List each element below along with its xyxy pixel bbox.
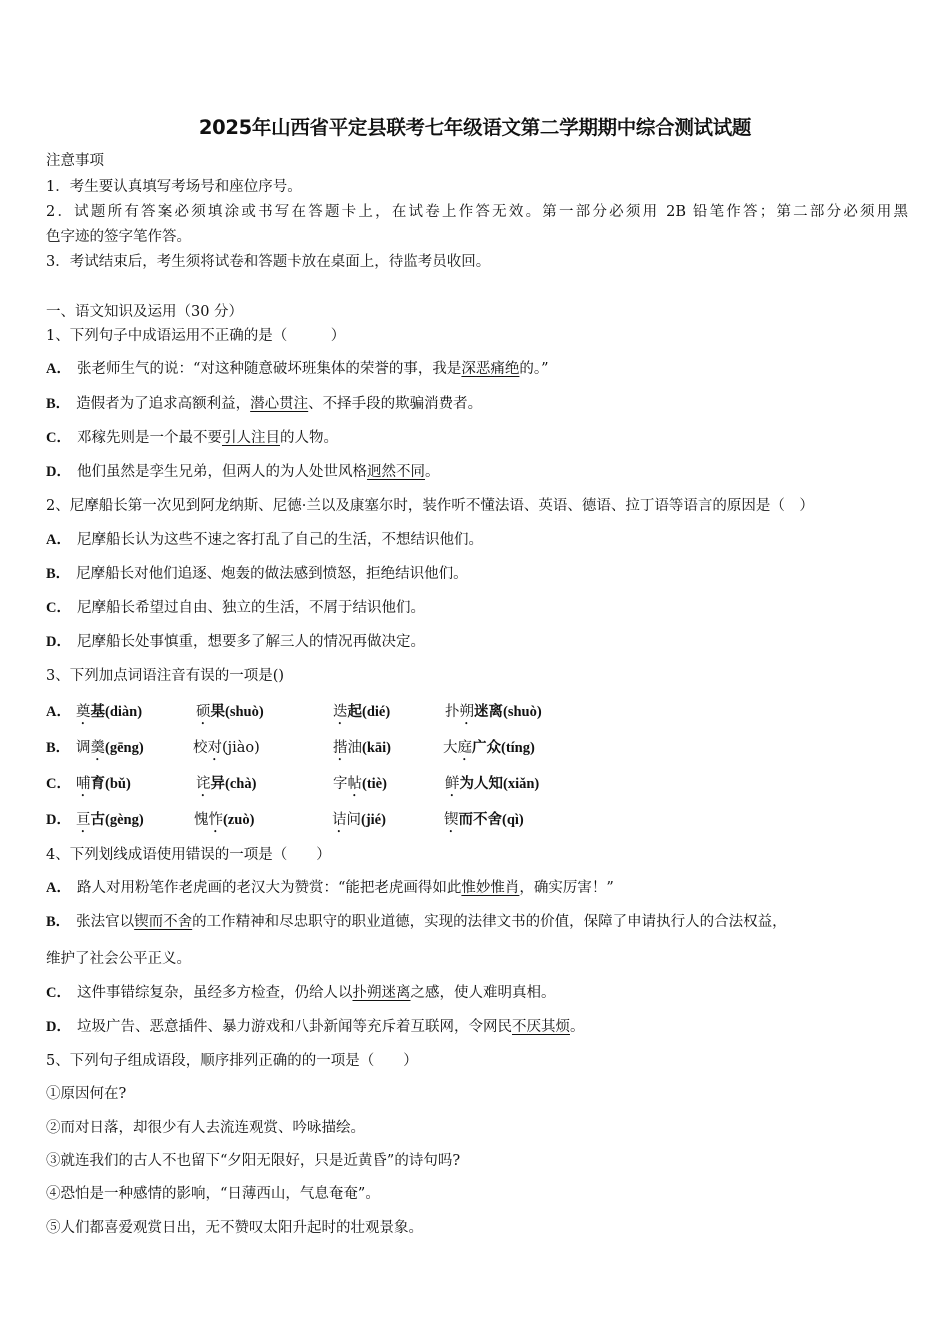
dotted-char: 怍	[208, 812, 223, 828]
question-4-option-a	[46, 879, 614, 897]
plain-char: 油	[347, 740, 362, 756]
underlined-idiom: 惟妙惟肖	[461, 880, 520, 896]
pinyin-text: 古(gèng)	[90, 812, 144, 828]
plain-char: 调	[76, 740, 91, 756]
pinyin-text: 育(bǔ)	[90, 776, 131, 792]
pinyin-text: 广众(tíng)	[472, 740, 535, 756]
option-text: 尼摩船长认为这些不速之客打乱了自己的生活，不想结识他们。	[76, 532, 483, 548]
option-text: 的人物。	[279, 430, 338, 446]
plain-char: 字	[333, 776, 348, 792]
dotted-char: 朔	[459, 704, 474, 720]
pinyin-text: 起(dié)	[347, 704, 391, 720]
pinyin-text: 基(diàn)	[90, 704, 143, 720]
question-2-option-a	[46, 531, 483, 549]
option-label: B．	[46, 740, 71, 756]
underlined-idiom: 迥然不同	[366, 464, 425, 480]
question-1-option-a	[46, 360, 549, 378]
option-text: 张老师生气的说：“对这种随意破坏班集体的荣誉的事，我是	[76, 361, 462, 377]
pinyin-item	[76, 775, 131, 800]
option-label: C．	[46, 600, 71, 616]
pinyin-text: 异(chà)	[210, 776, 257, 792]
dotted-char: 揩	[333, 740, 348, 756]
sentence-5: ⑤人们都喜爱观赏日出，无不赞叹太阳升起时的壮观景象。	[46, 1220, 423, 1236]
underlined-idiom: 潜心贯注	[250, 396, 309, 412]
sentence-1: ①原因何在?	[46, 1086, 127, 1102]
option-label: A．	[46, 361, 71, 377]
question-5-stem: 5、下列句子组成语段，顺序排列正确的的一项是（ ）	[46, 1053, 418, 1069]
pinyin-item	[445, 775, 539, 800]
option-text: 尼摩船长对他们追逐、炮轰的做法感到愤怒，拒绝结识他们。	[76, 566, 468, 582]
question-3-option-d-label	[46, 811, 77, 829]
question-4-option-b	[46, 913, 787, 931]
notice-item-1: 1．考生要认真填写考场号和座位序号。	[46, 179, 302, 195]
question-1-stem: 1、下列句子中成语运用不正确的是（ ）	[46, 328, 346, 344]
dotted-char: 哺	[76, 776, 91, 792]
exam-title: 2025年山西省平定县联考七年级语文第二学期期中综合测试试题	[198, 116, 752, 139]
dotted-char: 锲	[444, 812, 459, 828]
question-3-option-c-label	[46, 775, 77, 793]
option-text: 之感，使人难明真相。	[410, 985, 556, 1001]
pinyin-text: (gēng)	[105, 740, 144, 756]
option-label: A．	[46, 704, 71, 720]
dotted-char: 诧	[196, 776, 211, 792]
sentence-4: ④恐怕是一种感情的影响，“日薄西山，气息奄奄”。	[46, 1186, 380, 1202]
option-text: 尼摩船长处事慎重，想要多了解三人的情况再做决定。	[76, 634, 425, 650]
dotted-char: 诘	[332, 812, 347, 828]
pinyin-item	[76, 703, 142, 728]
question-1-option-c	[46, 429, 338, 447]
dotted-char: 硕	[196, 704, 211, 720]
notice-item-2-line-2: 色字迹的签字笔作答。	[46, 229, 191, 245]
question-2-option-d	[46, 633, 425, 651]
dotted-char: 奠	[76, 704, 91, 720]
pinyin-text: (tiè)	[362, 776, 387, 792]
pinyin-item	[196, 775, 256, 800]
question-1-option-d	[46, 463, 439, 481]
option-text: ，确实厉害！”	[519, 880, 614, 896]
question-1-option-b	[46, 395, 482, 413]
dotted-char: 庭	[457, 740, 472, 756]
option-text: 邓稼先则是一个最不要	[76, 430, 222, 446]
dotted-char: 迭	[333, 704, 348, 720]
underlined-idiom: 深恶痛绝	[461, 361, 520, 377]
pinyin-item	[196, 703, 264, 728]
notice-item-3: 3．考试结束后，考生须将试卷和答题卡放在桌面上，待监考员收回。	[46, 254, 491, 270]
option-label: B．	[46, 566, 71, 582]
underlined-idiom: 不厌其烦	[511, 1019, 570, 1035]
option-label: A．	[46, 880, 71, 896]
dotted-char: 鲜	[445, 776, 460, 792]
question-4-option-c	[46, 984, 555, 1002]
option-label: B．	[46, 396, 71, 412]
option-text: 垃圾广告、恶意插件、暴力游戏和八卦新闻等充斥着互联网，令网民	[76, 1019, 512, 1035]
question-3-option-a-label	[46, 703, 77, 721]
option-text: 张法官以	[76, 914, 135, 930]
pinyin-item	[443, 739, 535, 764]
question-2-option-b	[46, 565, 468, 583]
pinyin-text: (kāi)	[362, 740, 391, 756]
option-text: 造假者为了追求高额利益，	[76, 396, 251, 412]
pinyin-item	[332, 811, 386, 836]
sentence-2: ②而对日落，却很少有人去流连观赏、吟咏描绘。	[46, 1120, 365, 1136]
pinyin-item	[194, 811, 254, 836]
option-label: A．	[46, 532, 71, 548]
option-label: B．	[46, 914, 71, 930]
pinyin-item	[193, 739, 260, 764]
underlined-idiom: 引人注目	[221, 430, 280, 446]
underlined-idiom: 锲而不舍	[134, 914, 193, 930]
plain-char: 校	[193, 740, 208, 756]
question-4-stem: 4、下列划线成语使用错误的一项是（ ）	[46, 847, 331, 863]
option-label: D．	[46, 464, 71, 480]
option-text: 路人对用粉笔作老虎画的老汉大为赞赏：“能把老虎画得如此	[76, 880, 462, 896]
option-text: 这件事错综复杂，虽经多方检查，仍给人以	[76, 985, 353, 1001]
option-text: 尼摩船长希望过自由、独立的生活，不屑于结识他们。	[76, 600, 425, 616]
question-3-stem: 3、下列加点词语注音有误的一项是()	[46, 668, 285, 684]
notice-heading: 注意事项	[46, 153, 104, 169]
pinyin-text: (jié)	[361, 812, 386, 828]
question-2-stem: 2、尼摩船长第一次见到阿龙纳斯、尼德·兰以及康塞尔时，装作听不懂法语、英语、德语、拉丁语等语言的原因是（ ）	[46, 498, 814, 514]
option-text: 的工作精神和尽忠职守的职业道德，实现的法律文书的价值，保障了申请执行人的合法权益，	[192, 914, 787, 930]
dotted-char: 帖	[347, 776, 362, 792]
pinyin-item	[444, 811, 524, 836]
pinyin-item	[445, 703, 542, 728]
plain-char: 愧	[194, 812, 209, 828]
question-3-option-b-label	[46, 739, 76, 757]
dotted-char: 羹	[90, 740, 105, 756]
pinyin-text: 果(shuò)	[210, 704, 264, 720]
option-text: 、不择手段的欺骗消费者。	[308, 396, 483, 412]
pinyin-text: (jiào)	[222, 740, 260, 756]
option-label: D．	[46, 1019, 71, 1035]
pinyin-item	[333, 775, 387, 800]
option-label: C．	[46, 430, 71, 446]
notice-item-2-line-1: 2．试题所有答案必须填涂或书写在答题卡上，在试卷上作答无效。第一部分必须用 2B 铅笔作答；第二部分必须用黑	[46, 204, 908, 220]
pinyin-item	[333, 739, 391, 764]
pinyin-text: 为人知(xiǎn)	[459, 776, 540, 792]
option-text: 。	[424, 464, 440, 480]
sentence-3: ③就连我们的古人不也留下“夕阳无限好，只是近黄昏”的诗句吗?	[46, 1153, 461, 1169]
question-2-option-c	[46, 599, 425, 617]
dotted-char: 对	[207, 740, 222, 756]
pinyin-text: 而不舍(qì)	[458, 812, 524, 828]
option-label: C．	[46, 776, 71, 792]
option-label: D．	[46, 634, 71, 650]
pinyin-item	[76, 739, 144, 764]
option-text: 他们虽然是孪生兄弟，但两人的为人处世风格	[76, 464, 367, 480]
pinyin-item	[333, 703, 390, 728]
pinyin-text: 迷离(shuò)	[474, 704, 542, 720]
question-4-option-d	[46, 1018, 584, 1036]
pinyin-text: (zuò)	[223, 812, 255, 828]
dotted-char: 亘	[76, 812, 91, 828]
plain-char: 问	[346, 812, 361, 828]
option-label: C．	[46, 985, 71, 1001]
plain-char: 大	[443, 740, 458, 756]
pinyin-item	[76, 811, 144, 836]
section-heading: 一、语文知识及运用（30 分）	[46, 304, 244, 320]
option-text: 的。”	[519, 361, 549, 377]
underlined-idiom: 扑朔迷离	[352, 985, 411, 1001]
option-text: 。	[569, 1019, 585, 1035]
option-label: D．	[46, 812, 71, 828]
plain-char: 扑	[445, 704, 460, 720]
question-4-option-b-line-2: 维护了社会公平正义。	[46, 951, 191, 967]
